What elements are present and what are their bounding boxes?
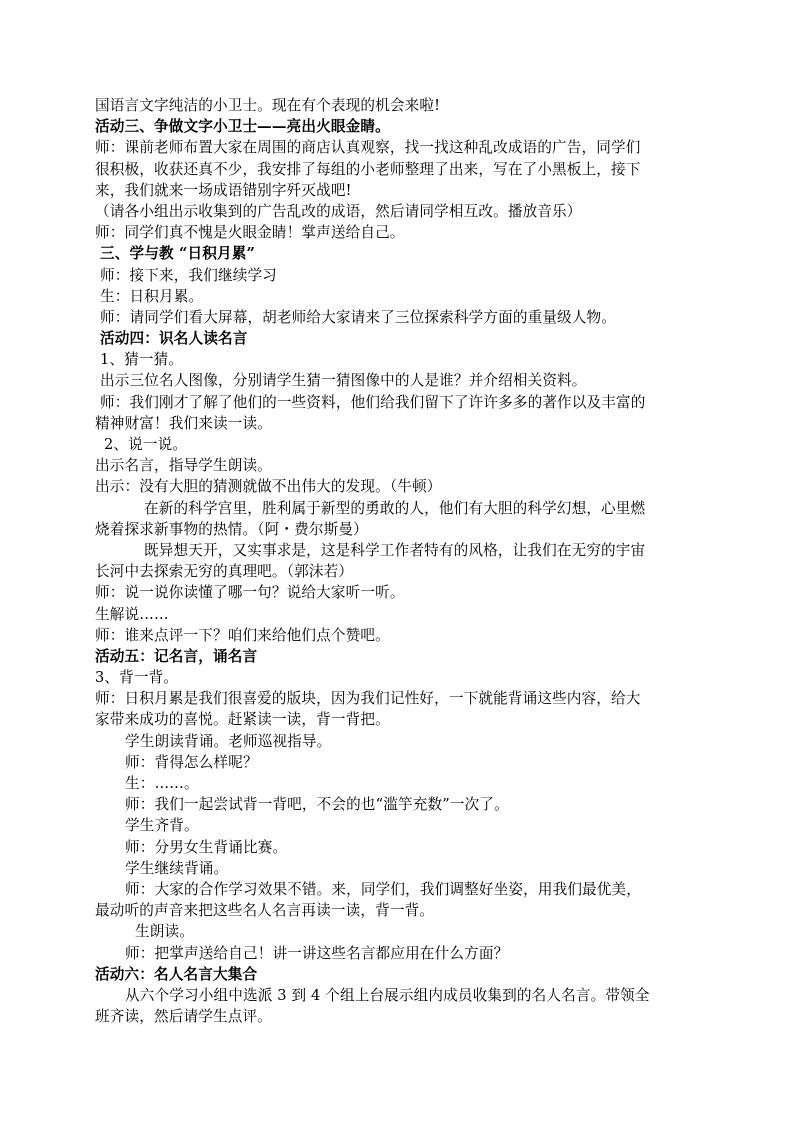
text-line: 很积极，收获还真不少，我安排了每组的小老师整理了出来，写在了小黑板上，接下 xyxy=(95,160,641,178)
activity-heading: 活动四：识名人读名言 xyxy=(100,330,248,348)
text-line: 出示名言，指导学生朗读。 xyxy=(95,457,272,475)
quote-line: 烧着探求新事物的热情。（阿・费尔斯曼） xyxy=(95,520,368,538)
text-line: 生：……。 xyxy=(125,775,199,792)
text-line: 班齐读，然后请学生点评。 xyxy=(95,1008,272,1026)
document-page xyxy=(95,95,707,1027)
text-line: （请各小组出示收集到的广告乱改的成语，然后请同学相互改。播放音乐） xyxy=(95,202,582,220)
text-line: 精神财富！我们来读一读。 xyxy=(95,414,272,432)
text-line: 学生齐背。 xyxy=(125,817,199,835)
text-line: 师：分男女生背诵比赛。 xyxy=(125,838,288,856)
text-line: 生：日积月累。 xyxy=(100,287,204,305)
text-line: 出示：没有大胆的猜测就做不出伟大的发现。（牛顿） xyxy=(95,478,442,496)
text-line: 学生朗读背诵。老师巡视指导。 xyxy=(125,732,332,750)
activity-heading: 活动三、争做文字小卫士——亮出火眼金睛。 xyxy=(95,118,390,136)
text-line: 师：日积月累是我们很喜爱的版块，因为我们记性好，一下就能背诵这些内容，给大 xyxy=(95,690,641,708)
quote-line: 在新的科学宫里，胜利属于新型的勇敢的人，他们有大胆的科学幻想，心里燃 xyxy=(144,499,646,517)
text-line: 师：大家的合作学习效果不错。来，同学们，我们调整好坐姿，用我们最优美， xyxy=(125,880,642,898)
text-line: 家带来成功的喜悦。赶紧读一读，背一背把。 xyxy=(95,711,390,729)
text-line: 师：课前老师布置大家在周围的商店认真观察，找一找这种乱改成语的广告，同学们 xyxy=(95,139,641,157)
text-line: 师：我们刚才了解了他们的一些资料，他们给我们留下了许许多多的著作以及丰富的 xyxy=(100,393,646,411)
text-line: 从六个学习小组中选派 3 到 4 个组上台展示组内成员收集到的名人名言。带领全 xyxy=(125,986,650,1004)
text-line: 最动听的声音来把这些名人名言再读一读，背一背。 xyxy=(95,902,435,920)
text-line: 师：把掌声送给自己！讲一讲这些名言都应用在什么方面？ xyxy=(125,944,509,962)
text-line: 师：请同学们看大屏幕，胡老师给大家请来了三位探索科学方面的重量级人物。 xyxy=(100,308,617,326)
text-line: 师：我们一起尝试背一背吧，不会的也“滥竽充数”一次了。 xyxy=(125,796,509,814)
text-line: 3、背一背。 xyxy=(95,669,179,687)
section-heading: 三、学与教 “日积月累” xyxy=(100,245,256,263)
text-line: 来，我们就来一场成语错别字歼灭战吧! xyxy=(95,181,352,199)
quote-line: 长河中去探索无穷的真理吧。（郭沫若） xyxy=(95,563,354,581)
text-line: 师：背得怎么样呢？ xyxy=(125,753,258,771)
text-line: 出示三位名人图像，分别请学生猜一猜图像中的人是谁？并介绍相关资料。 xyxy=(100,372,587,390)
text-line: 2、说一说。 xyxy=(104,436,188,453)
quote-line: 既异想天开，又实事求是，这是科学工作者特有的风格，让我们在无穷的宇宙 xyxy=(144,541,646,559)
text-line: 国语言文字纯洁的小卫士。现在有个表现的机会来啦! xyxy=(95,97,441,114)
text-line: 师：接下来，我们继续学习 xyxy=(100,266,277,284)
text-line: 师：谁来点评一下？咱们来给他们点个赞吧。 xyxy=(95,626,390,644)
text-line: 生朗读。 xyxy=(135,923,194,941)
text-line: 1、猜一猜。 xyxy=(100,351,184,369)
text-line: 生解说…… xyxy=(95,605,169,623)
text-line: 师：说一说你读懂了哪一句？说给大家听一听。 xyxy=(95,584,405,602)
activity-heading: 活动五：记名言，诵名言 xyxy=(95,647,258,665)
text-line: 学生继续背诵。 xyxy=(125,859,229,877)
activity-heading: 活动六：名人名言大集合 xyxy=(95,965,258,983)
text-line: 师：同学们真不愧是火眼金睛！掌声送给自己。 xyxy=(95,224,405,242)
